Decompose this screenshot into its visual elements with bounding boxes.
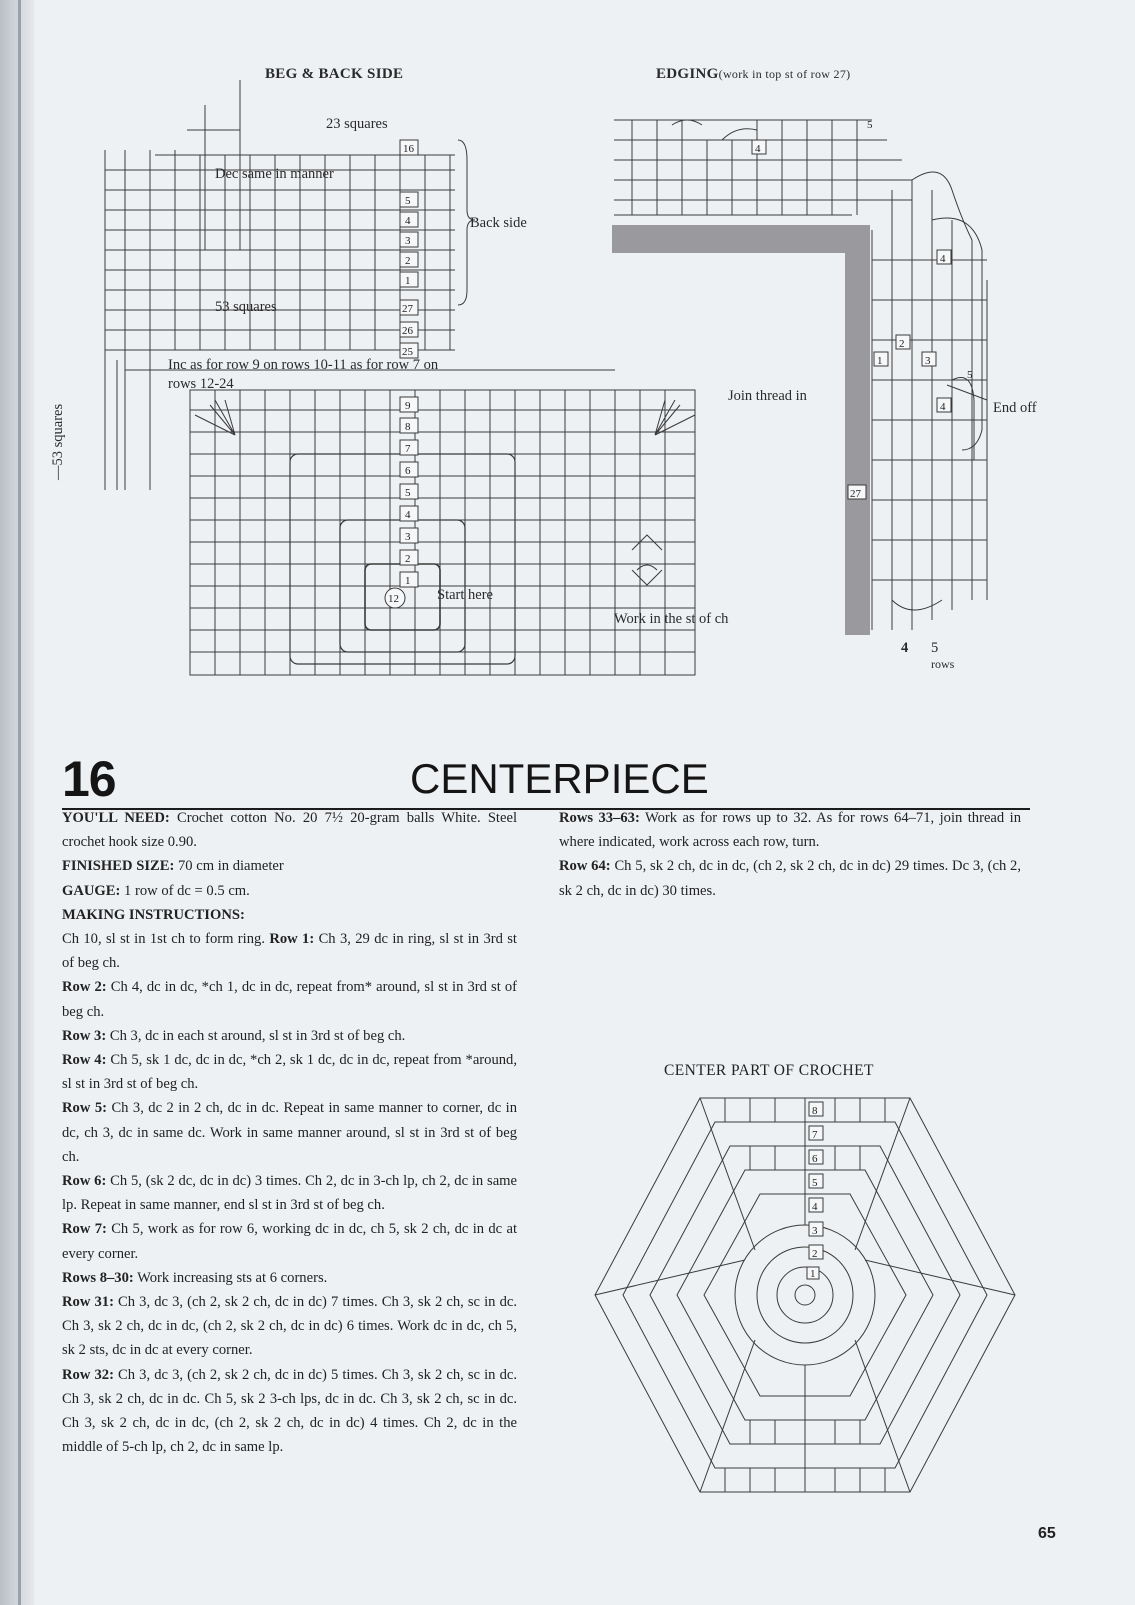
intro-text: Ch 10, sl st in 1st ch to form ring. [62, 931, 265, 948]
book-spine-shadow [0, 0, 34, 1605]
size-paragraph [62, 854, 517, 878]
row5-label: Row 5: [62, 1100, 107, 1117]
row-num-12: 12 [388, 593, 399, 605]
row7-text: Ch 5, work as for row 6, working dc in dc, ch 5, sk 2 ch, dc in dc at every corner. [62, 1221, 518, 1262]
row1-label: Row 1: [269, 931, 315, 948]
instructions-left-column [62, 806, 517, 1459]
row64-text: Ch 5, sk 2 ch, dc in dc, (ch 2, sk 2 ch, dc in dc) 29 times. Dc 3, (ch 2, sk 2 ch, dc in dc) 30 times. [559, 858, 1021, 899]
row2-text: Ch 4, dc in dc, *ch 1, dc in dc, repeat from* around, sl st in 3rd st of beg ch. [62, 979, 517, 1020]
rows8-30-label: Rows 8–30: [62, 1269, 134, 1286]
row31-text: Ch 3, dc 3, (ch 2, sk 2 ch, dc in dc) 7 times. Ch 3, sk 2 ch, sc in dc. Ch 3, sk 2 ch, dc in dc, (ch 2, sk 2 ch, dc in dc) 6 times. Work dc in dc, ch 5, sk 2 sts, dc in dc at every corner. [62, 1294, 518, 1359]
needs-label: YOU'LL NEED: [62, 810, 170, 826]
rows-4-label: 4 [901, 640, 909, 656]
edging-heading [656, 66, 850, 83]
gauge-label: GAUGE: [62, 882, 121, 899]
row-num-1a: 1 [405, 275, 411, 287]
row-num-16: 16 [403, 143, 414, 155]
center-row-8: 8 [812, 1105, 818, 1117]
edging-chart [612, 100, 1012, 660]
row6-text: Ch 5, (sk 2 dc, dc in dc) 3 times. Ch 2, dc in 3-ch lp, ch 2, dc in same lp. Repeat in same manner, end sl st in 3rd st of beg ch. [62, 1173, 517, 1214]
row-num-1: 1 [405, 575, 411, 587]
row-num-27: 27 [402, 303, 413, 315]
row64-label: Row 64: [559, 858, 611, 875]
rows8-30-text: Work increasing sts at 6 corners. [137, 1269, 328, 1286]
row-num-26: 26 [402, 325, 413, 337]
work-in-st-label: Work in the st of ch [614, 611, 729, 627]
instructions-right-column [559, 806, 1021, 903]
edging-heading-text: EDGING [656, 66, 719, 82]
center-part-chart [575, 1090, 1035, 1510]
squares-23-label: 23 squares [326, 116, 388, 132]
edging-num-4-right: 4 [940, 253, 946, 265]
gauge-paragraph [62, 879, 517, 903]
center-row-4: 4 [812, 1201, 818, 1213]
row4-text: Ch 5, sk 1 dc, dc in dc, *ch 2, sk 1 dc, dc in dc, repeat from *around, sl st in 3rd st of beg ch. [62, 1052, 518, 1093]
start-here-label: Start here [437, 587, 493, 603]
row4-label: Row 4: [62, 1052, 107, 1069]
making-label: MAKING INSTRUCTIONS: [62, 906, 245, 923]
row7-label: Row 7: [62, 1221, 107, 1238]
join-thread-label: Join thread in [728, 388, 807, 404]
center-row-5: 5 [812, 1177, 818, 1189]
row32-text: Ch 3, dc 3, (ch 2, sk 2 ch, dc in dc) 5 times. Ch 3, sk 2 ch, sc in dc. Ch 3, sk 2 ch, dc in dc. Ch 5, sk 2 3-ch lps, dc in dc. Ch 3, sk 2 ch, sc in dc. Ch 3, sk 2 ch, dc in dc, (ch 2, sk 2 ch, dc in dc) 4 times. Ch 2, dc in the middle of 5-ch lp, ch 2, dc in same lp. [62, 1366, 518, 1456]
center-row-6: 6 [812, 1153, 818, 1165]
edging-num-1: 1 [877, 355, 883, 367]
row-num-3: 3 [405, 531, 411, 543]
edging-num-4-low: 4 [940, 401, 946, 413]
inc-note-line2: rows 12-24 [168, 376, 234, 392]
row-num-4a: 4 [405, 215, 411, 227]
book-spine-line [18, 0, 21, 1605]
edging-num-5-right: 5 [967, 369, 973, 381]
inc-note-line1: Inc as for row 9 on rows 10-11 as for row 7 on [168, 357, 439, 373]
center-row-2: 2 [812, 1248, 818, 1260]
size-text: 70 cm in diameter [177, 858, 284, 875]
row31-label: Row 31: [62, 1294, 114, 1311]
row-num-5a: 5 [405, 195, 411, 207]
back-side-label: Back side [470, 215, 527, 231]
intro-paragraph [62, 927, 517, 975]
squares-53-label: 53 squares [215, 299, 277, 315]
row31-paragraph [62, 1290, 517, 1363]
gauge-text: 1 row of dc = 0.5 cm. [124, 882, 250, 899]
row1-text: Ch 3, 29 dc in ring, sl st in 3rd st of beg ch. [62, 931, 517, 972]
rows-word-label: rows [931, 657, 955, 671]
rows33-63-text: Work as for rows up to 32. As for rows 64–71, join thread in where indicated, work across each row, turn. [559, 810, 1021, 851]
row64-paragraph [559, 854, 1021, 902]
edging-num-27: 27 [850, 488, 861, 500]
needs-paragraph [62, 806, 517, 854]
row4-paragraph [62, 1048, 517, 1096]
row5-text: Ch 3, dc 2 in 2 ch, dc in dc. Repeat in same manner to corner, dc in dc, ch 3, dc in same dc. Work in same manner around, sl st in 3rd st of beg ch. [62, 1100, 518, 1165]
edging-num-2: 2 [899, 338, 905, 350]
row5-paragraph [62, 1096, 517, 1169]
row32-label: Row 32: [62, 1366, 114, 1383]
beg-back-side-label: BEG & BACK SIDE [265, 66, 404, 82]
row-num-3a: 3 [405, 235, 411, 247]
row7-paragraph [62, 1217, 517, 1265]
row-num-2a: 2 [405, 255, 411, 267]
pattern-number: 16 [62, 751, 116, 807]
needs-text: Crochet cotton No. 20 7½ 20-gram balls White. Steel crochet hook size 0.90. [62, 810, 517, 851]
row-num-9: 9 [405, 400, 411, 412]
edging-num-5-top: 5 [867, 119, 873, 131]
making-paragraph [62, 903, 517, 927]
rows33-63-paragraph [559, 806, 1021, 854]
end-off-label: End off [993, 400, 1037, 416]
dec-same-label: Dec same in manner [215, 166, 334, 182]
row6-label: Row 6: [62, 1173, 107, 1190]
row3-paragraph [62, 1024, 517, 1048]
row32-paragraph [62, 1363, 517, 1460]
rows-5-label: 5 [931, 640, 939, 656]
pattern-title: CENTERPIECE [410, 755, 709, 802]
row-num-5: 5 [405, 487, 411, 499]
row6-paragraph [62, 1169, 517, 1217]
squares-53-vertical-label: —53 squares [50, 403, 66, 480]
rows33-63-label: Rows 33–63: [559, 810, 640, 826]
row-num-4: 4 [405, 509, 411, 521]
row-num-8: 8 [405, 421, 411, 433]
row3-label: Row 3: [62, 1027, 107, 1044]
row-num-25: 25 [402, 346, 413, 358]
rows8-30-paragraph [62, 1266, 517, 1290]
edging-note: (work in top st of row 27) [718, 67, 851, 81]
row3-text: Ch 3, dc in each st around, sl st in 3rd st of beg ch. [109, 1027, 406, 1044]
edging-num-4-top: 4 [755, 143, 761, 155]
edging-num-3: 3 [925, 355, 931, 367]
row2-label: Row 2: [62, 979, 107, 996]
row-num-7: 7 [405, 443, 411, 455]
page-number: 65 [1038, 1525, 1056, 1542]
center-part-heading: CENTER PART OF CROCHET [664, 1062, 874, 1079]
size-label: FINISHED SIZE: [62, 858, 175, 875]
row2-paragraph [62, 975, 517, 1023]
center-row-3: 3 [812, 1225, 818, 1237]
row-num-6: 6 [405, 465, 411, 477]
center-row-1: 1 [810, 1268, 816, 1280]
row-num-2: 2 [405, 553, 411, 565]
center-row-7: 7 [812, 1129, 818, 1141]
